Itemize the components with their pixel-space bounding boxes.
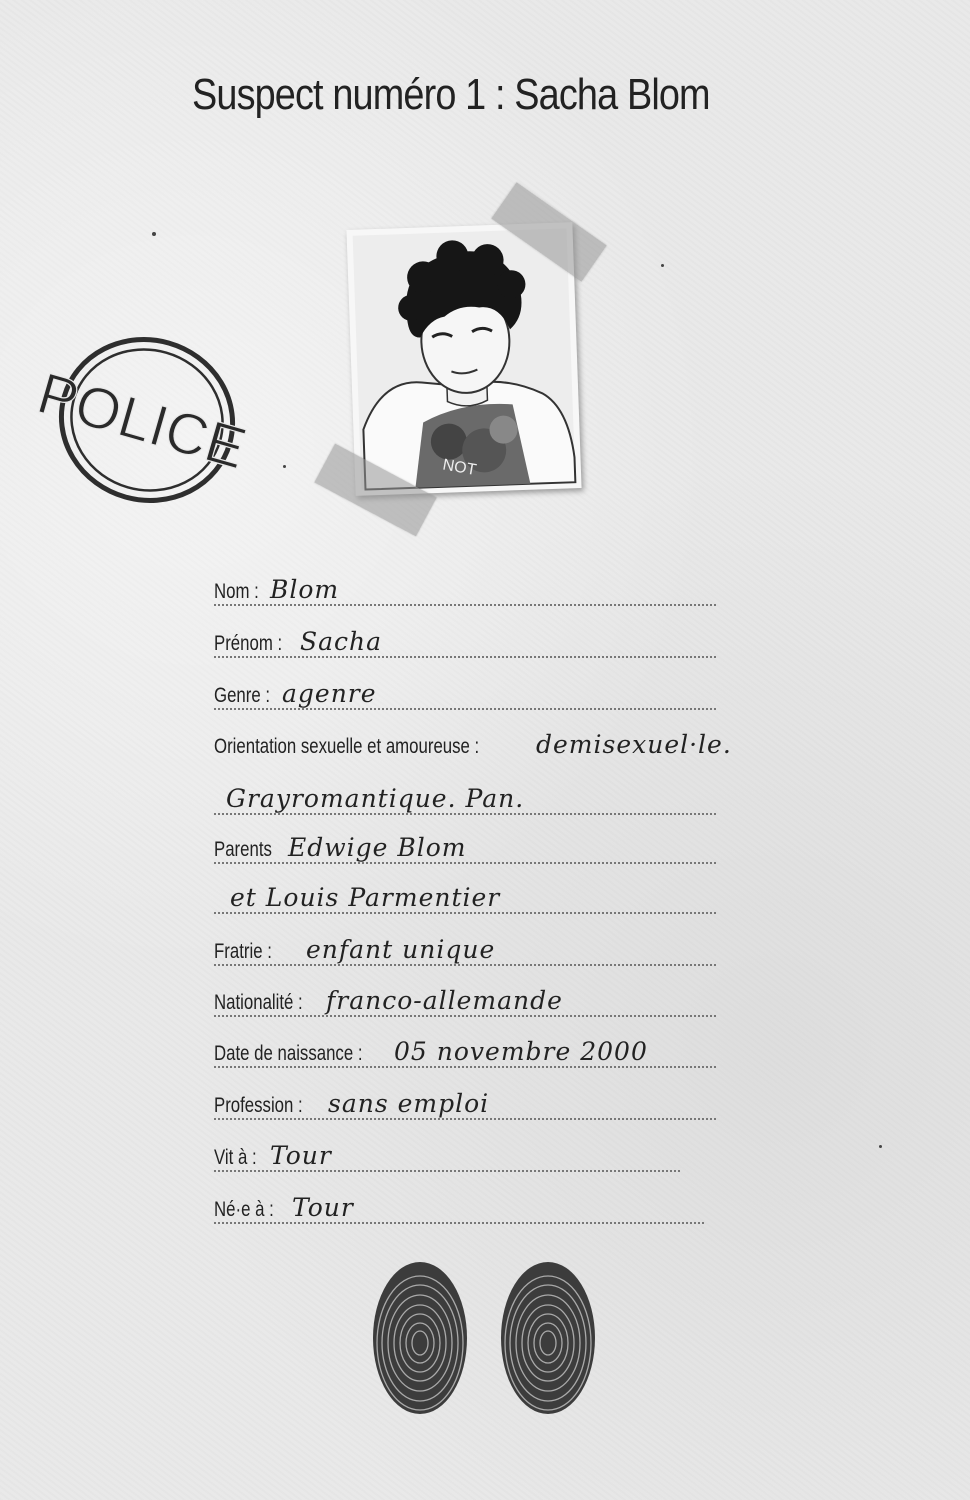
stamp-text: POLICE [30, 360, 254, 482]
label-parents: Parents [214, 838, 272, 861]
field-nationalite [214, 985, 716, 1017]
label-genre: Genre : [214, 684, 271, 707]
value-nationalite: franco-allemande [326, 986, 563, 1015]
label-nationalite: Nationalité : [214, 991, 303, 1014]
field-orientation [214, 729, 732, 761]
dotted-line [214, 1222, 704, 1224]
value-orientation-line2: Grayromantique. Pan. [226, 784, 525, 813]
dotted-line [214, 964, 716, 966]
value-vit-a: Tour [270, 1141, 332, 1170]
field-parents-line2 [214, 882, 716, 914]
fingerprint-right [498, 1258, 598, 1418]
value-genre: agenre [282, 679, 377, 708]
dotted-line [214, 1066, 716, 1068]
value-ne-a: Tour [292, 1193, 354, 1222]
dotted-line [214, 1015, 716, 1017]
field-naissance [214, 1036, 716, 1068]
label-orientation: Orientation sexuelle et amoureuse : [214, 735, 480, 758]
label-prenom: Prénom : [214, 632, 283, 655]
dotted-line [214, 912, 716, 914]
field-nom [214, 574, 716, 606]
field-vit-a [214, 1140, 680, 1172]
shirt-text: NOT [441, 456, 478, 480]
field-prenom [214, 626, 716, 658]
value-profession: sans emploi [328, 1089, 490, 1118]
field-parents [214, 832, 716, 864]
page-title: Suspect numéro 1 : Sacha Blom [192, 70, 710, 119]
value-prenom: Sacha [300, 627, 383, 656]
dotted-line [214, 708, 716, 710]
field-ne-a [214, 1192, 704, 1224]
value-parents-line2: et Louis Parmentier [230, 883, 501, 912]
dotted-line [214, 656, 716, 658]
label-vit-a: Vit à : [214, 1146, 257, 1169]
label-fratrie: Fratrie : [214, 940, 272, 963]
value-parents: Edwige Blom [288, 833, 467, 862]
value-nom: Blom [270, 575, 340, 604]
value-orientation: demisexuel·le. [536, 730, 732, 759]
label-profession: Profession : [214, 1094, 303, 1117]
dotted-line [214, 1170, 680, 1172]
field-profession [214, 1088, 716, 1120]
dotted-line [214, 604, 716, 606]
value-fratrie: enfant unique [306, 935, 496, 964]
label-ne-a: Né·e à : [214, 1198, 274, 1221]
label-nom: Nom : [214, 580, 259, 603]
value-naissance: 05 novembre 2000 [394, 1037, 648, 1066]
field-fratrie [214, 934, 716, 966]
dotted-line [214, 813, 716, 815]
dotted-line [214, 1118, 716, 1120]
fingerprint-left [370, 1258, 470, 1418]
field-orientation-line2 [214, 783, 716, 815]
dotted-line [214, 862, 716, 864]
label-naissance: Date de naissance : [214, 1042, 363, 1065]
field-genre [214, 678, 716, 710]
